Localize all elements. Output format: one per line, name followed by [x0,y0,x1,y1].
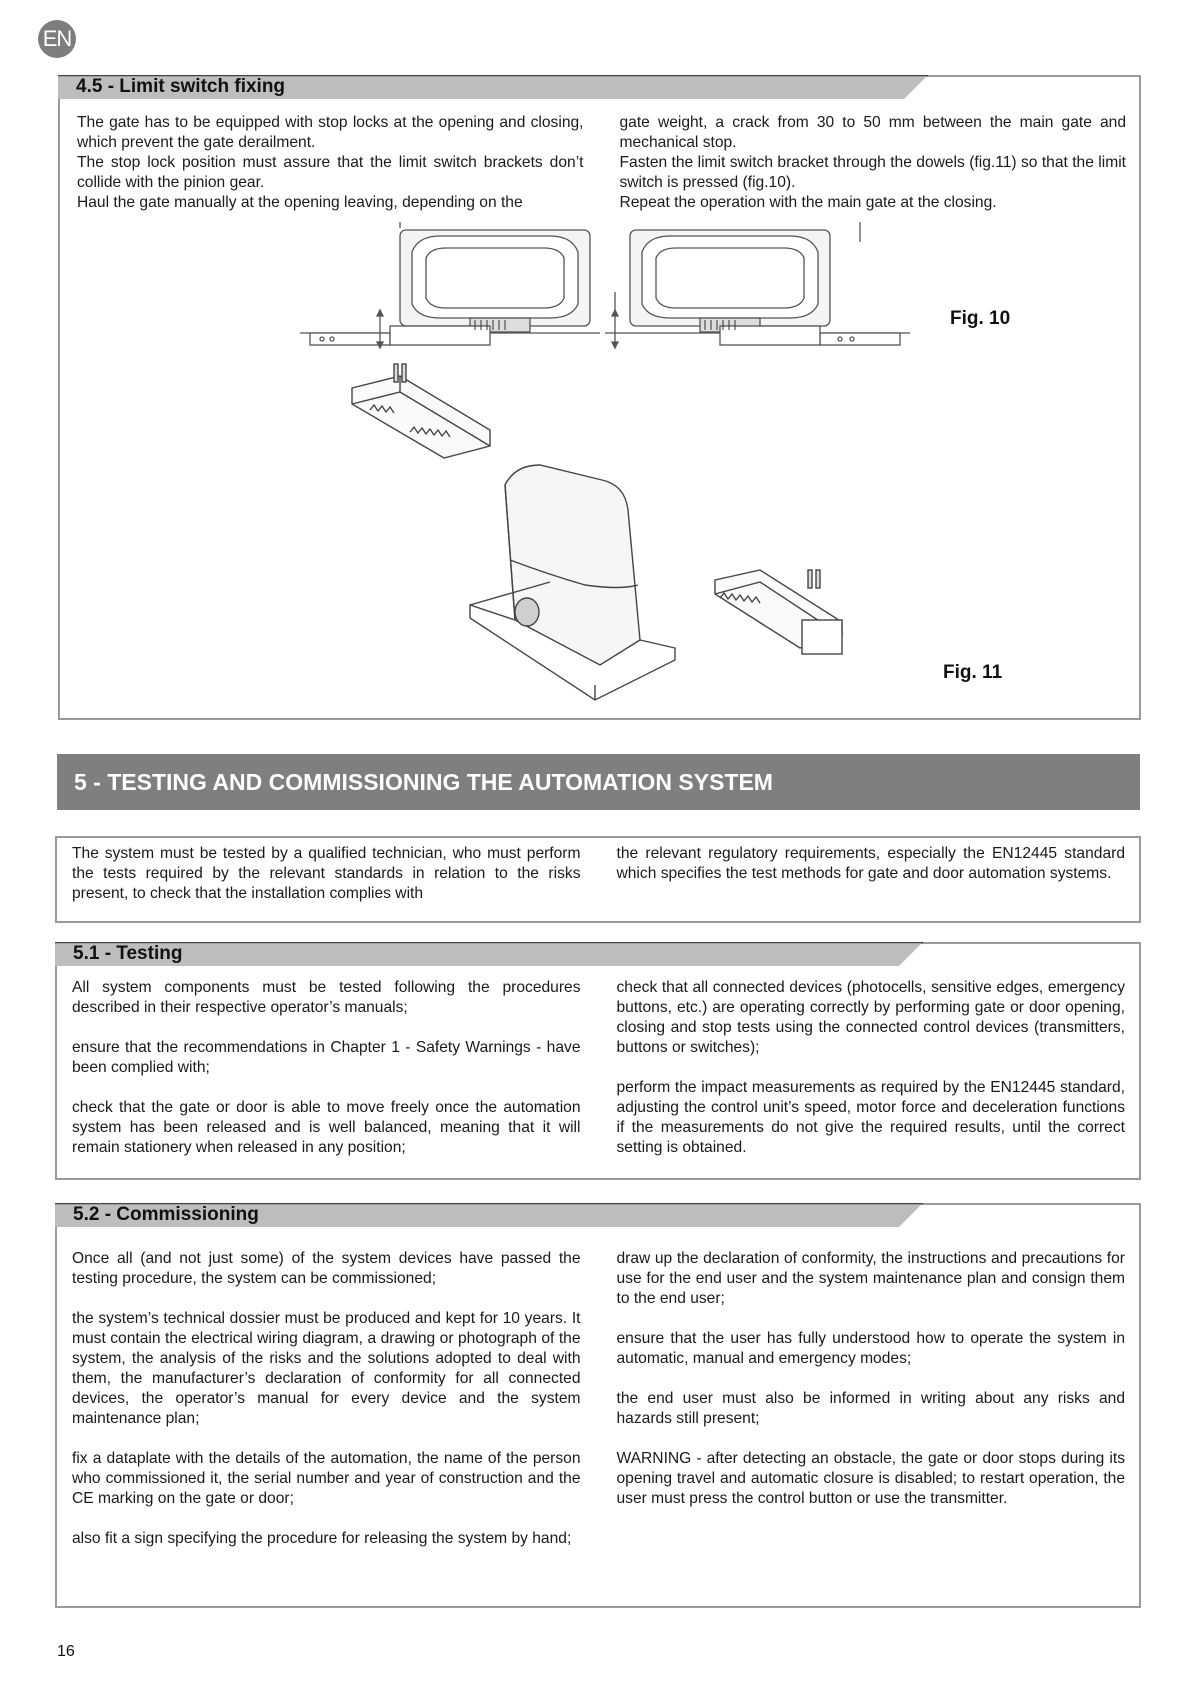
paragraph: check that all connected devices (photocells, sensitive edges, emergency buttons, etc.) are operating correctly by performing gate or door opening, closing and stop tests using the connected control devices (transmitters, buttons or switches); [616,979,1125,1056]
paragraph: the end user must also be informed in writing about any risks and hazards still present; [616,1390,1125,1427]
section-5-1-left-column [72,978,581,1158]
paragraph: Haul the gate manually at the opening leaving, depending on the [77,194,523,211]
paragraph: The system must be tested by a qualified technician, who must perform the tests required by the relevant standards in relation to the risks present, to check that the installation complies with [72,845,581,902]
paragraph: Fasten the limit switch bracket through the dowels (fig.11) so that the limit switch is pressed (fig.10). [619,154,1126,191]
paragraph: ensure that the user has fully understood how to operate the system in automatic, manual and emergency modes; [616,1330,1125,1367]
section-header-tab-shape [55,942,923,966]
figure-10-label: Fig. 10 [950,308,1011,329]
paragraph: ensure that the recommendations in Chapter 1 - Safety Warnings - have been complied with; [72,1039,581,1076]
paragraph: The stop lock position must assure that the limit switch brackets don’t collide with the pinion gear. [77,154,584,191]
paragraph: The gate has to be equipped with stop locks at the opening and closing, which prevent the gate derailment. [77,114,584,151]
paragraph: Repeat the operation with the main gate at the closing. [619,194,997,211]
section-5-1-right-column [617,978,1126,1158]
section-5-intro-box [55,836,1141,923]
paragraph: fix a dataplate with the details of the automation, the name of the person who commissioned it, the serial number and year of construction and the CE marking on the gate or door; [72,1450,581,1507]
figure-11-label: Fig. 11 [943,662,1003,683]
section-5-2-header [55,1203,923,1227]
section-5-intro-right [617,844,1126,904]
section-5-2-left-column [72,1249,581,1549]
section-5-intro-left [72,844,581,904]
paragraph: the relevant regulatory requirements, especially the EN12445 standard which specifies the test methods for gate and door automation systems. [616,845,1125,882]
figure-11-drawing [340,360,860,710]
section-5-1-box [55,942,1141,1180]
section-5-2-box [55,1203,1141,1608]
paragraph: WARNING - after detecting an obstacle, the gate or door stops during its opening travel and automatic closure is disabled; to restart operation, the user must press the control button or use the transmitter. [616,1450,1125,1507]
section-4-5-right-column [620,113,1127,213]
section-5-banner: 5 - TESTING AND COMMISSIONING THE AUTOMATION SYSTEM [57,754,1140,810]
section-4-5-header [58,75,928,99]
section-5-2-title: 5.2 - Commissioning [73,1204,259,1225]
section-5-1-title: 5.1 - Testing [73,943,183,964]
paragraph: draw up the declaration of conformity, the instructions and precautions for use for the end user and the system maintenance plan and consign them to the end user; [616,1250,1125,1307]
section-5-2-right-column [617,1249,1126,1549]
paragraph: All system components must be tested following the procedures described in their respective operator’s manuals; [72,979,581,1016]
section-4-5-left-column [77,113,584,213]
paragraph: Once all (and not just some) of the system devices have passed the testing procedure, the system can be commissioned; [72,1250,581,1287]
page-number: 16 [57,1643,75,1660]
section-5-1-header [55,942,923,966]
paragraph: gate weight, a crack from 30 to 50 mm between the main gate and mechanical stop. [619,114,1126,151]
section-4-5-title: 4.5 - Limit switch fixing [76,76,286,97]
figure-10-drawing [300,222,910,357]
language-badge: EN [38,20,76,58]
paragraph: check that the gate or door is able to move freely once the automation system has been released and is well balanced, meaning that it will remain stationery when released in any position; [72,1099,581,1156]
paragraph: also fit a sign specifying the procedure for releasing the system by hand; [72,1530,572,1547]
paragraph: the system’s technical dossier must be produced and kept for 10 years. It must contain the electrical wiring diagram, a drawing or photograph of the system, the analysis of the risks and the solutions adopted to deal with them, the manufacturer’s declaration of conformity for all connected devices, the operator’s manual for every device and the system maintenance plan; [72,1310,581,1427]
paragraph: perform the impact measurements as required by the EN12445 standard, adjusting the control unit’s speed, motor force and deceleration functions if the measurements do not give the required results, until the correct setting is obtained. [616,1079,1125,1156]
